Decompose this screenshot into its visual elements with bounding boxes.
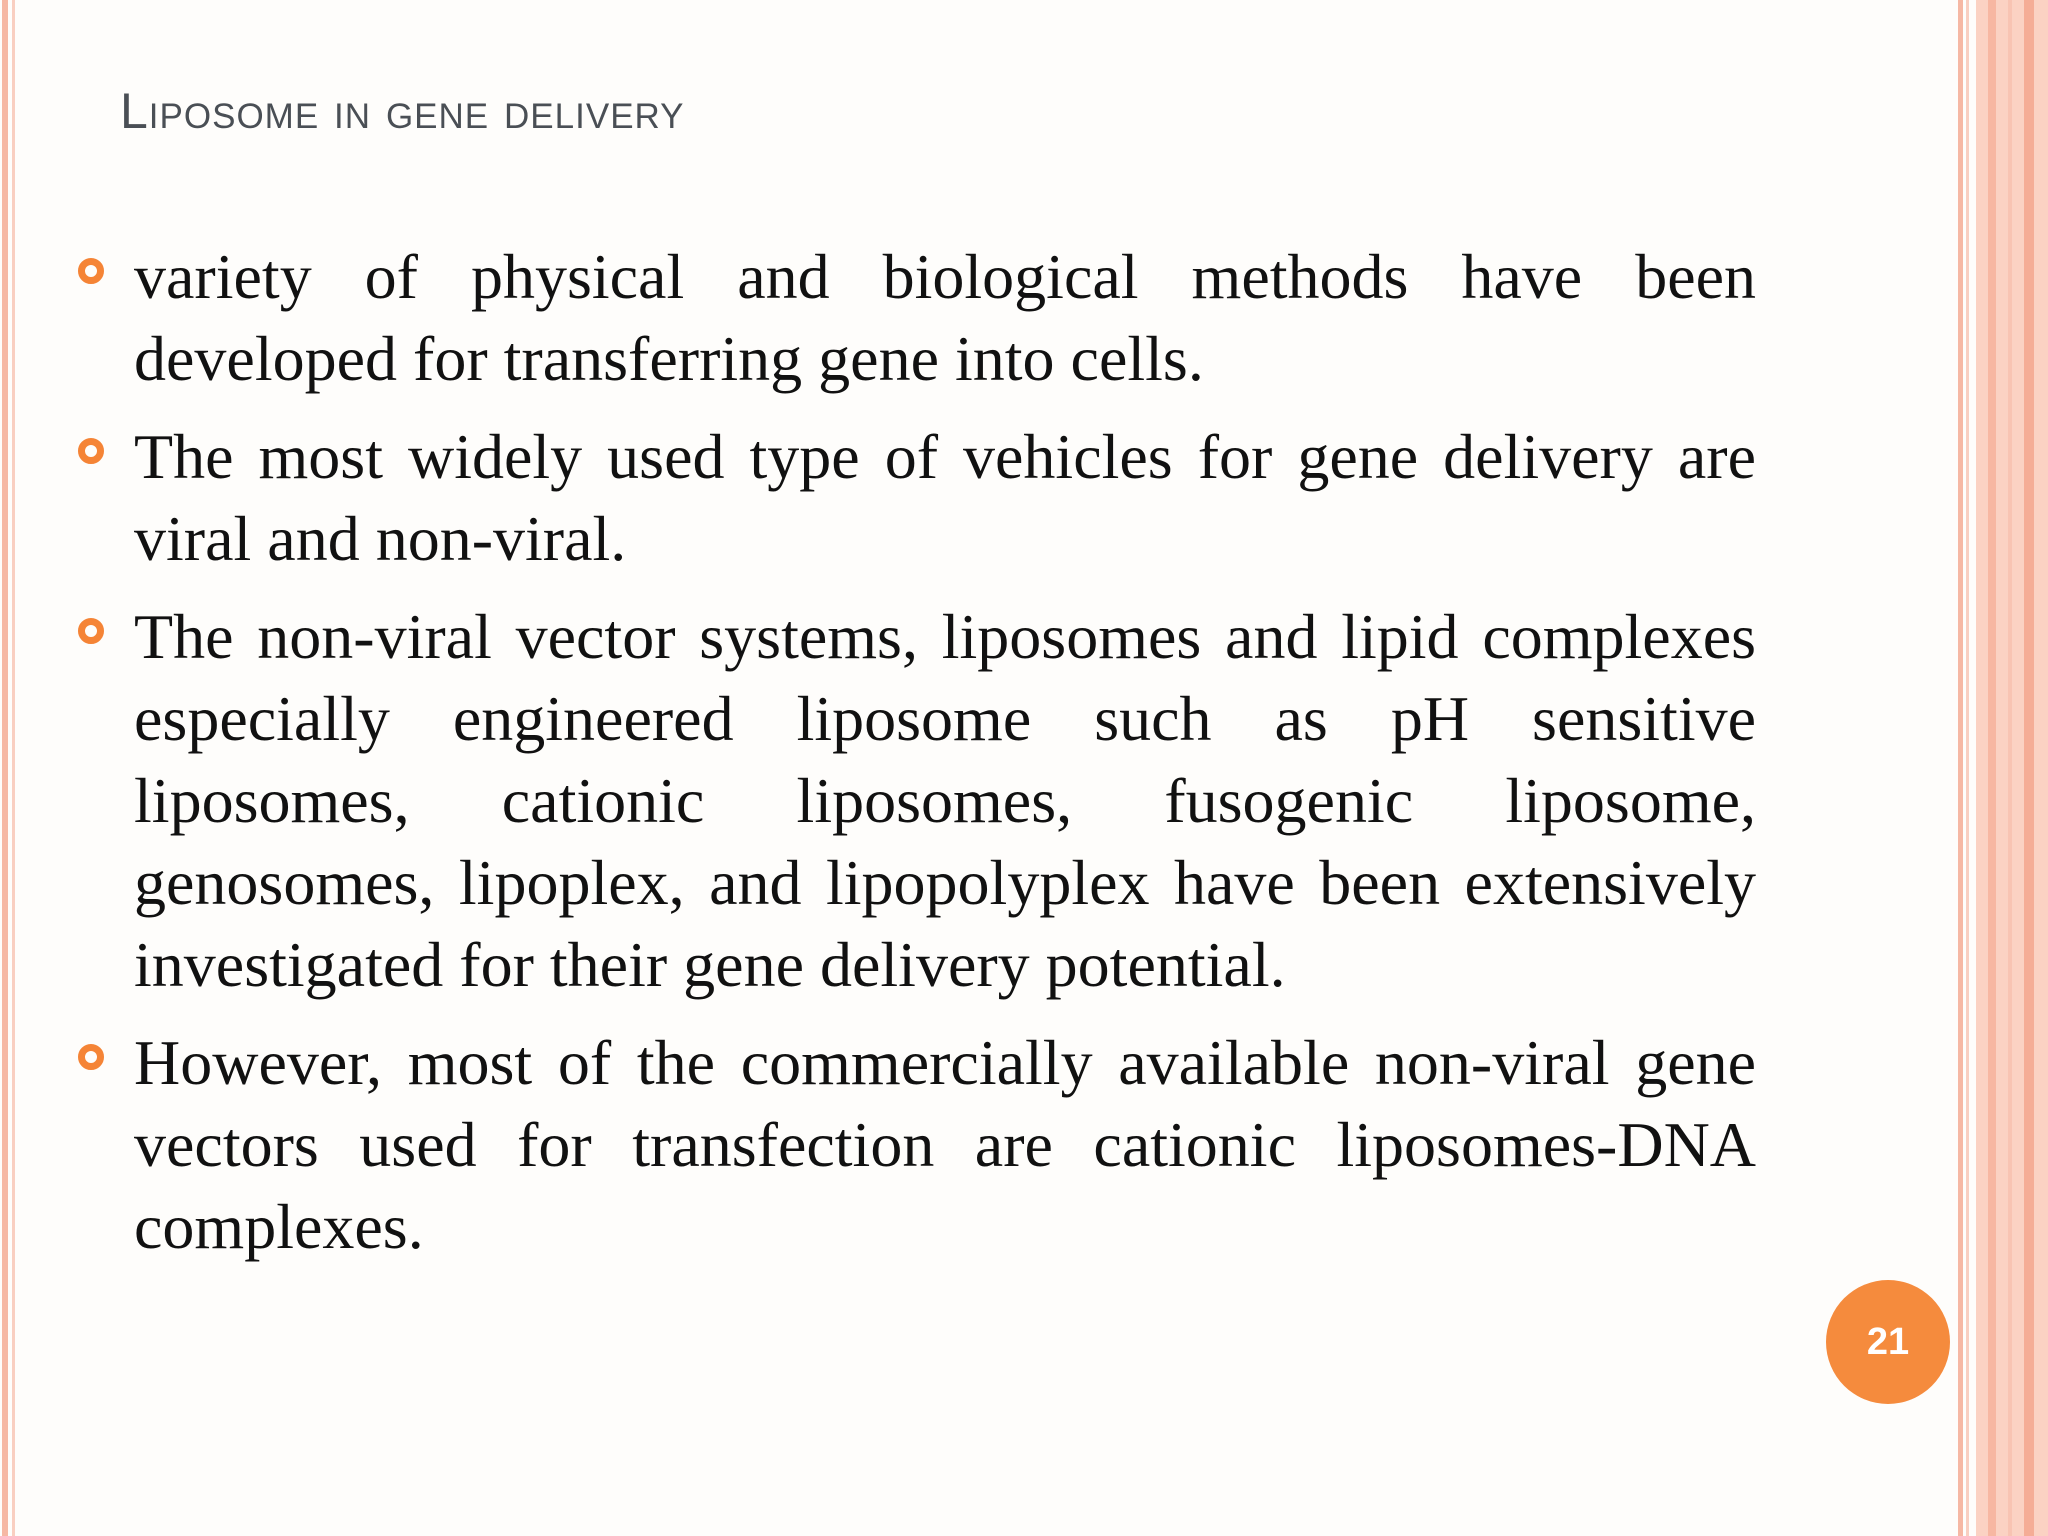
- page-number-badge: 21: [1826, 1280, 1950, 1404]
- ring-bullet-icon: [78, 1044, 104, 1070]
- bullet-item: [76, 236, 1756, 400]
- bullet-item: [76, 596, 1756, 1006]
- right-border-stripe: [1958, 0, 1963, 1536]
- right-border-stripe: [1988, 0, 1996, 1536]
- ring-bullet-icon: [78, 438, 104, 464]
- bullet-text: variety of physical and biological methods have been developed for transferring gene into cells.: [134, 241, 1756, 394]
- right-border-stripe: [2024, 0, 2034, 1536]
- bullet-text: The non-viral vector systems, liposomes and lipid complexes especially engineered liposome such as pH sensitive liposomes, cationic liposomes, fusogenic liposome, genosomes, lipoplex, and lipopolyplex have been extensively investigated for their gene delivery potential.: [134, 601, 1756, 1000]
- bullet-text: The most widely used type of vehicles for gene delivery are viral and non-viral.: [134, 421, 1756, 574]
- right-border-stripe: [2008, 0, 2012, 1536]
- bullet-item: [76, 416, 1756, 580]
- right-border-band: [1976, 0, 2048, 1536]
- ring-bullet-icon: [78, 618, 104, 644]
- left-border-line: [2, 0, 8, 1536]
- bullet-item: [76, 1022, 1756, 1268]
- bullet-list: [76, 236, 1756, 1284]
- left-border-line: [12, 0, 15, 1536]
- right-border-stripe: [1966, 0, 1969, 1536]
- bullet-text: However, most of the commercially available non-viral gene vectors used for transfection are cationic liposomes-DNA complexes.: [134, 1027, 1756, 1262]
- slide-title: Liposome in gene delivery: [120, 83, 685, 139]
- ring-bullet-icon: [78, 258, 104, 284]
